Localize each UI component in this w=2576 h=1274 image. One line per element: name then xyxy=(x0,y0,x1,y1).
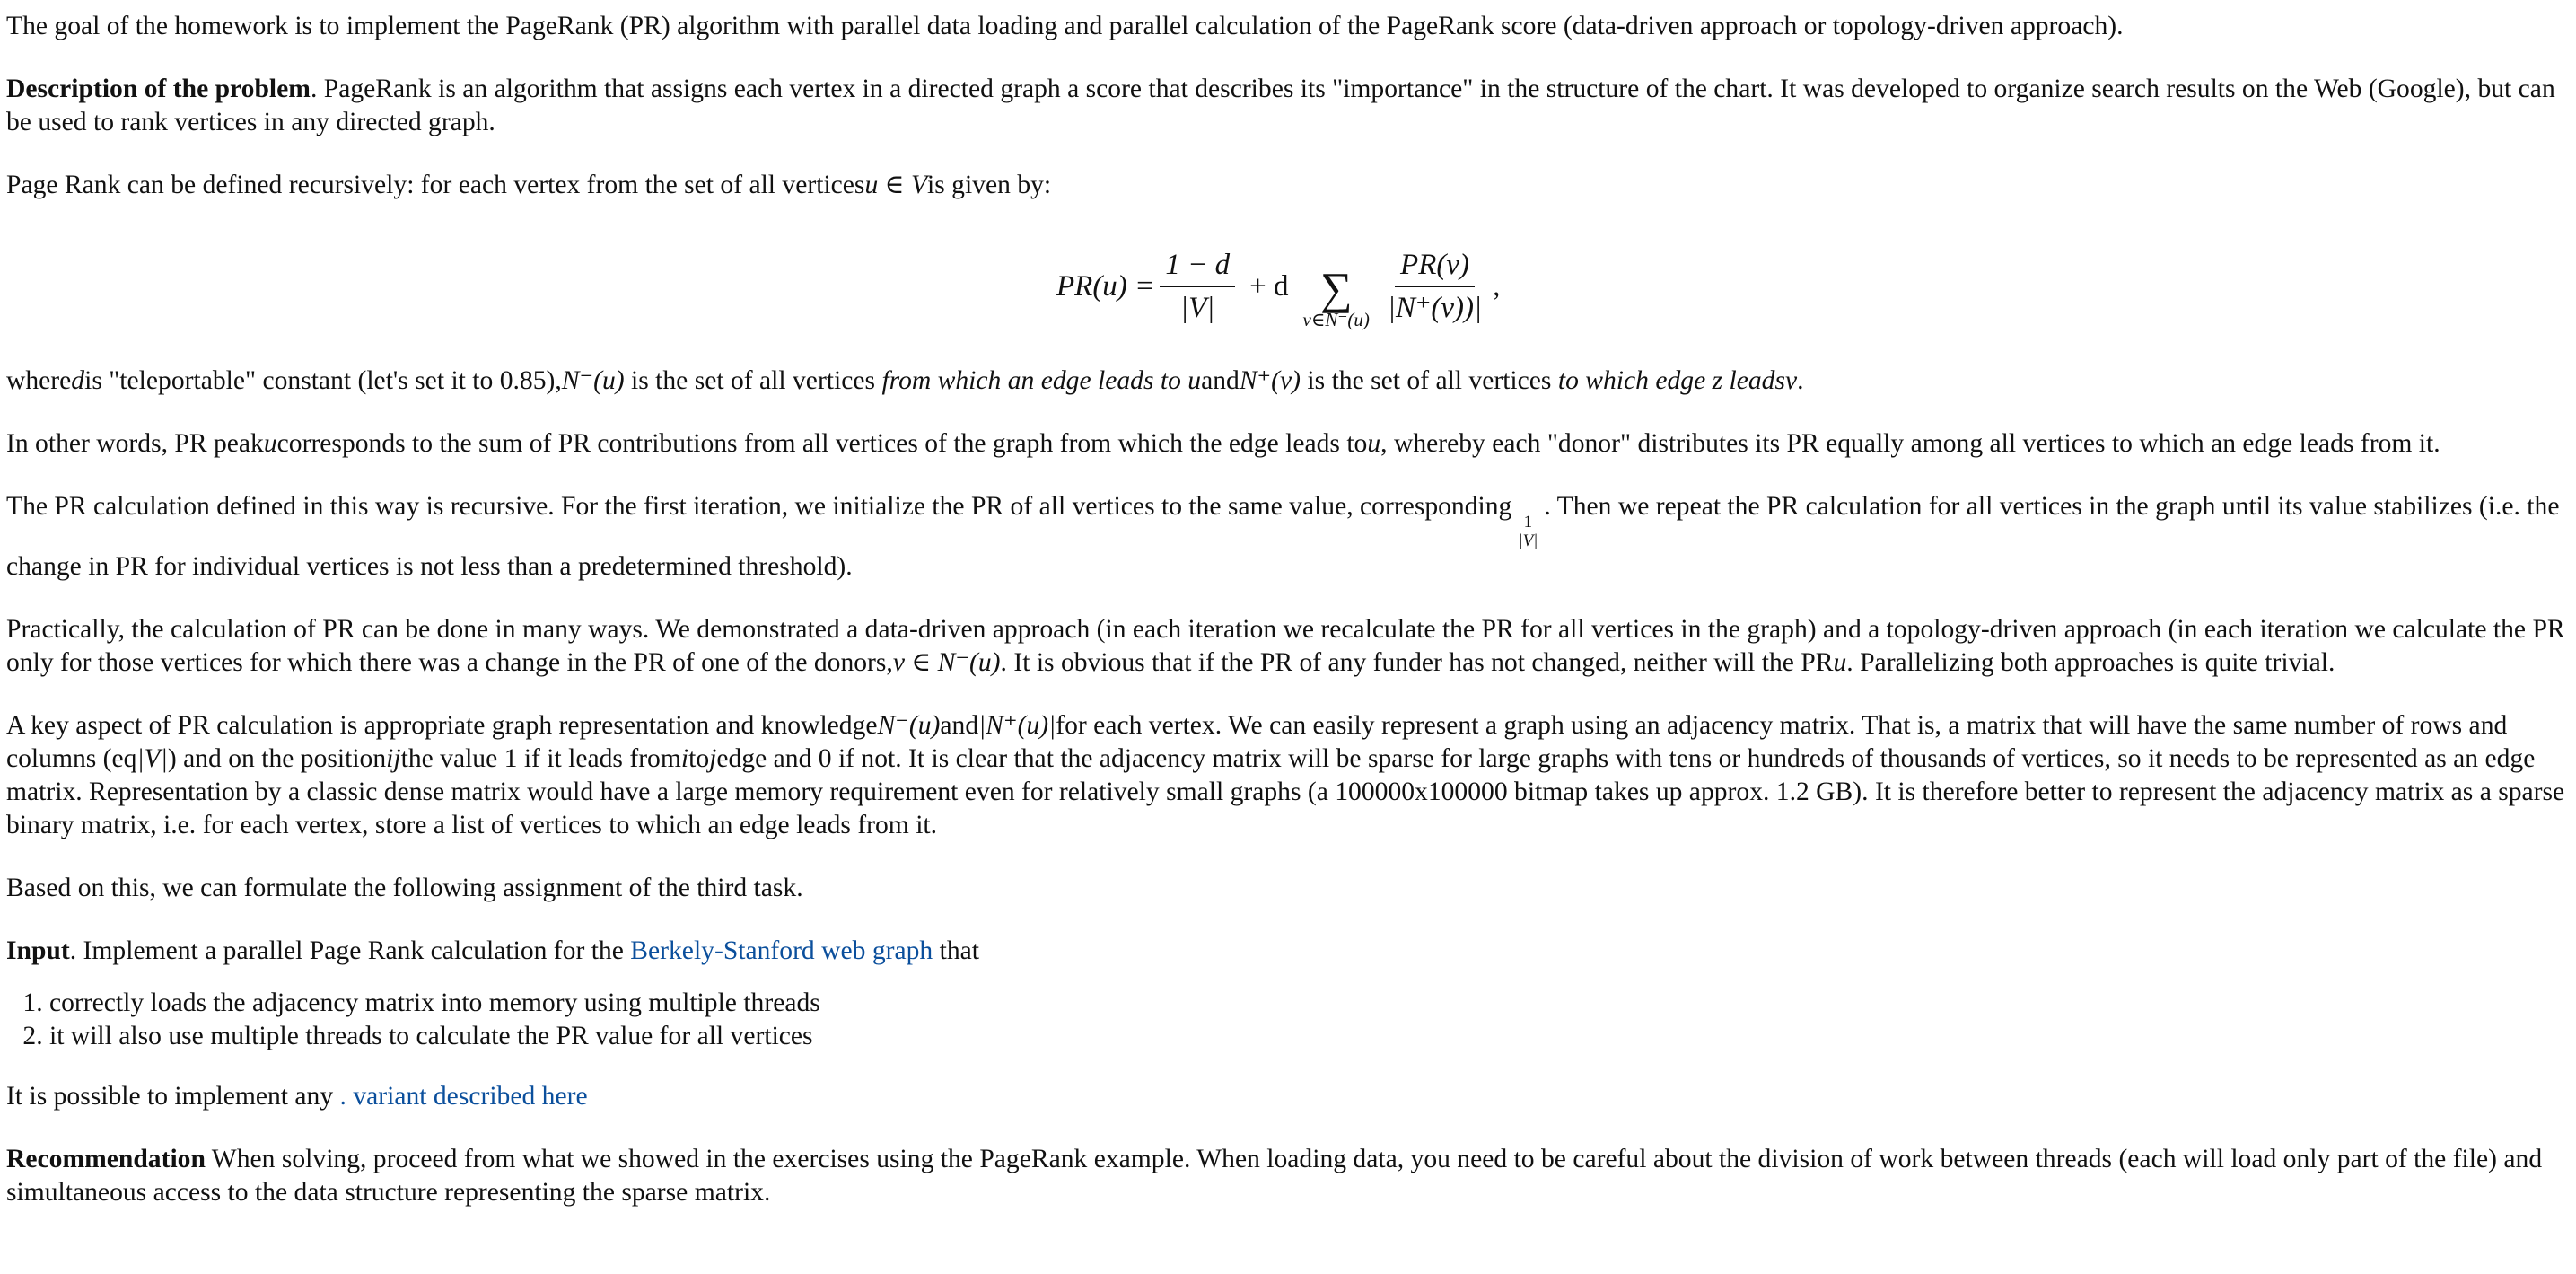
intro-paragraph xyxy=(6,10,2567,43)
recursive-paragraph xyxy=(6,490,2567,584)
contribution-numerator: PR(v) xyxy=(1395,248,1475,287)
input-paragraph xyxy=(6,935,2567,968)
definition-paragraph xyxy=(6,169,2567,202)
practical-text: Practically, the calculation of PR can be done in many ways. We demonstrated a data-driven approach (in each iteration we recalculate the PR for all vertices in the graph) and a topology-driven approach (in each iteration we calculate the PR only for those vertices for which there was a change in the PR of one of the donors, xyxy=(6,615,2565,677)
sum-limit: v∈N⁻(u) xyxy=(1302,309,1370,330)
recursive-text: The PR calculation defined in this way is recursive. For the first iteration, we initialize the PR of all vertices to the same value, corresponding xyxy=(6,492,1512,521)
contribution-denominator: |N⁺(v))| xyxy=(1387,292,1483,324)
formula-plus-d: + d xyxy=(1249,269,1289,303)
problem-paragraph xyxy=(6,73,2567,139)
donor-math: v ∈ N⁻(u) xyxy=(892,648,1001,677)
summation xyxy=(1302,263,1370,330)
init-numerator: 1 xyxy=(1521,514,1536,532)
variant-paragraph xyxy=(6,1080,2567,1113)
where-text: is the set of all vertices xyxy=(1301,366,1558,395)
where-emphasis: from which an edge leads to u xyxy=(881,366,1202,395)
other-words-text: corresponds to the sum of PR contributions from all vertices of the graph from which the edge leads to xyxy=(276,429,1368,458)
practical-paragraph xyxy=(6,613,2567,680)
init-fraction xyxy=(1515,514,1540,550)
ij-math: ij xyxy=(386,744,401,773)
where-text: and xyxy=(1201,366,1240,395)
pagerank-formula-row xyxy=(6,224,2567,348)
key-aspect-text: and xyxy=(940,711,979,740)
where-text: . xyxy=(1797,366,1804,395)
n-minus-math: N⁻(u) xyxy=(877,711,941,740)
key-aspect-text: ) and on the position xyxy=(167,744,387,773)
other-words-text: In other words, PR peak xyxy=(6,429,264,458)
vertex-set-math: u ∈ V xyxy=(864,171,928,199)
pagerank-formula xyxy=(1056,224,1500,348)
definition-pre: Page Rank can be defined recursively: for each vertex from the set of all vertices xyxy=(6,171,865,199)
list-item: 2. it will also use multiple threads to calculate the PR value for all vertices xyxy=(49,1020,2567,1053)
n-plus-math: N⁺(v) xyxy=(1239,366,1301,395)
based-on-paragraph xyxy=(6,872,2567,905)
input-text: that xyxy=(933,936,979,965)
d-math: d xyxy=(71,366,85,395)
u-math: u xyxy=(1833,648,1847,677)
input-label: Input xyxy=(6,936,70,965)
list-item: 1. correctly loads the adjacency matrix into memory using multiple threads xyxy=(49,987,2567,1020)
where-paragraph xyxy=(6,365,2567,398)
teleport-numerator: 1 − d xyxy=(1160,248,1235,287)
where-emphasis: to which edge z leadsv xyxy=(1557,366,1798,395)
other-words-paragraph xyxy=(6,427,2567,461)
key-aspect-text: for each vertex. We can easily represent a graph using an adjacency matrix. That is, a matrix that will have the same number of rows and columns (eq xyxy=(6,711,2508,773)
key-aspect-text: the value 1 if it leads from xyxy=(400,744,681,773)
key-aspect-text: A key aspect of PR calculation is appropriate graph representation and knowledge xyxy=(6,711,878,740)
practical-text: . It is obvious that if the PR of any funder has not changed, neither will the PR xyxy=(1000,648,1834,677)
based-on-text: Based on this, we can formulate the following assignment of the third task. xyxy=(6,874,803,902)
u-math: u xyxy=(1367,429,1381,458)
u-math: u xyxy=(263,429,277,458)
definition-post: is given by: xyxy=(927,171,1052,199)
recommendation-label: Recommendation xyxy=(6,1145,206,1173)
requirements-list xyxy=(6,987,2567,1053)
teleport-fraction xyxy=(1160,248,1235,325)
init-denominator: |V| xyxy=(1518,532,1538,550)
problem-text: . PageRank is an algorithm that assigns each vertex in a directed graph a score that describes its "importance" in the structure of the chart. It was developed to organize search results on the Web (Google), but can be used to rank vertices in any directed graph. xyxy=(6,75,2555,136)
recommendation-paragraph xyxy=(6,1143,2567,1209)
other-words-text: , whereby each "donor" distributes its PR equally among all vertices to which an edge leads from it. xyxy=(1380,429,2440,458)
where-text: where xyxy=(6,366,72,395)
formula-lhs: PR(u) = xyxy=(1056,269,1155,303)
formula-comma: , xyxy=(1493,269,1501,303)
recommendation-text: When solving, proceed from what we showed in the exercises using the PageRank example. When loading data, you need to be careful about the division of work between threads (each will load only part of the file) and simultaneous access to the data structure representing the sparse matrix. xyxy=(6,1145,2543,1207)
where-text: is "teleportable" constant (let's set it to 0.85), xyxy=(84,366,562,395)
j-math: j xyxy=(709,744,717,773)
input-text: . Implement a parallel Page Rank calculation for the xyxy=(69,936,631,965)
n-minus-math: N⁻(u) xyxy=(561,366,625,395)
vertex-count-math: |V| xyxy=(136,744,168,773)
intro-text: The goal of the homework is to implement the PageRank (PR) algorithm with parallel data loading and parallel calculation of the PageRank score (data-driven approach or topology-driven approach). xyxy=(6,12,2124,40)
teleport-denominator: |V| xyxy=(1180,292,1215,324)
recursive-text: . Then we repeat the PR calculation for all vertices in the graph until its value stabilizes (i.e. the change in PR for individual vertices is not less than a predetermined threshold). xyxy=(6,492,2560,581)
berkeley-stanford-link[interactable]: Berkely-Stanford web graph xyxy=(630,936,933,965)
where-text: is the set of all vertices xyxy=(624,366,882,395)
i-math: i xyxy=(680,744,689,773)
variant-text: It is possible to implement any xyxy=(6,1082,340,1111)
practical-text: . Parallelizing both approaches is quite trivial. xyxy=(1846,648,2335,677)
problem-label: Description of the problem xyxy=(6,75,311,103)
key-aspect-text: edge and 0 if not. It is clear that the adjacency matrix will be sparse for large graphs with tens or hundreds of thousands of vertices, so it needs to be represented as an edge matrix. Representation by a classic dense matrix would have a large memory requirement even for relatively small graphs (a 100000x100000 bitmap takes up approx. 1.2 GB). It is therefore better to represent the adjacency matrix as a sparse binary matrix, i.e. for each vertex, store a list of vertices to which an edge leads from it. xyxy=(6,744,2565,839)
sigma-icon: ∑ xyxy=(1319,263,1353,313)
n-plus-math: |N⁺(u)| xyxy=(978,711,1056,740)
key-aspect-paragraph xyxy=(6,709,2567,842)
contribution-fraction xyxy=(1382,248,1487,325)
variant-link[interactable]: . variant described here xyxy=(339,1082,588,1111)
key-aspect-text: to xyxy=(688,744,710,773)
